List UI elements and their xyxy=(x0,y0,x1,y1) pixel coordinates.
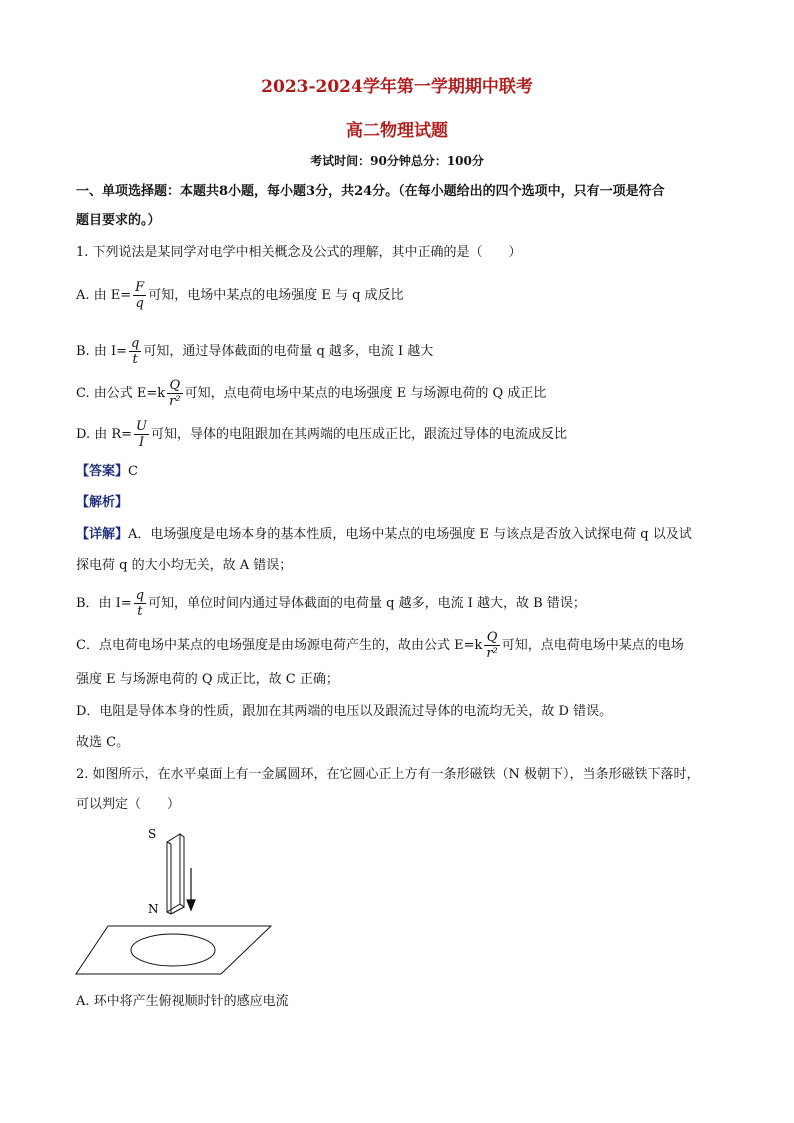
table-surface xyxy=(76,926,271,974)
section-heading-line1: 一、单项选择题：本题共8小题，每小题3分，共24分。（在每小题给出的四个选项中，只有一项是符合 xyxy=(76,184,665,199)
q1-detail-b: B．由 I= $\frac{q}{t}$ 可知，单位时间内通过导体截面的电荷量 q 越多，电流 I 越大，故 B 错误； xyxy=(76,588,586,619)
fraction: $\frac{U}{I}$ xyxy=(136,419,148,450)
detail-tag: 【详解】 xyxy=(76,527,129,542)
q1-detail-d: D．电阻是导体本身的性质，跟加在其两端的电压以及跟流过导体的电流均无关，故 D 错误。 xyxy=(76,704,613,719)
q1-stem: 1. 下列说法是某同学对电学中相关概念及公式的理解，其中正确的是（ ） xyxy=(76,245,522,260)
q2-stem-line1: 2. 如图所示，在水平桌面上有一金属圆环，在它圆心正上方有一条形磁铁（N 极朝下），当条形磁铁下落时， xyxy=(76,767,700,782)
q1-detail-c1: C．点电荷电场中某点的电场强度是由场源电荷产生的，故由公式 E=k $\frac{Q}{\text{r²}}$ 可知，点电荷电场中某点的电场 xyxy=(76,630,684,661)
exam-subtitle: 高二物理试题 xyxy=(346,121,448,141)
q1-option-d: D. 由 R= $\frac{U}{I}$ 可知，导体的电阻跟加在其两端的电压成正比，跟流过导体的电流成反比 xyxy=(76,419,568,450)
q2-stem-line2: 可以判定（ ） xyxy=(76,797,181,812)
fraction: $\frac{q}{t}$ xyxy=(130,336,140,367)
bar-magnet xyxy=(167,834,184,914)
q1-option-c: C. 由公式 E=k $\frac{Q}{\text{r²}}$ 可知，点电荷电场中某点的电场强度 E 与场源电荷的 Q 成正比 xyxy=(76,378,547,409)
fraction: $\frac{F}{q}$ xyxy=(135,280,145,311)
label-n: N xyxy=(148,902,159,916)
q2-option-a: A. 环中将产生俯视顺时针的感应电流 xyxy=(76,994,289,1009)
fraction: $\frac{Q}{\text{r²}}$ xyxy=(486,630,498,661)
fraction: $\frac{Q}{\text{r²}}$ xyxy=(169,378,181,409)
down-arrow-icon xyxy=(187,868,195,910)
magnet-ring-figure xyxy=(70,820,290,985)
metal-ring xyxy=(131,934,215,966)
q1-detail-a2: 探电荷 q 的大小均无关，故 A 错误； xyxy=(76,558,293,573)
exam-title: 2023-2024学年第一学期期中联考 xyxy=(261,77,533,97)
q1-answer xyxy=(76,463,726,481)
q1-option-b: B. 由 I= $\frac{q}{t}$ 可知，通过导体截面的电荷量 q 越多，电流 I 越大 xyxy=(76,336,434,367)
q1-detail-c2: 强度 E 与场源电荷的 Q 成正比，故 C 正确； xyxy=(76,672,339,687)
q1-detail-a1: 【详解】A．电场强度是电场本身的基本性质，电场中某点的电场强度 E 与该点是否放入试探电荷 q 以及试 xyxy=(76,527,692,542)
label-s: S xyxy=(148,827,157,841)
q1-analysis-tag: 【解析】 xyxy=(76,495,129,510)
section-heading-line2: 题目要求的。） xyxy=(76,213,161,228)
q1-option-a: A. 由 E= $\frac{F}{q}$ 可知，电场中某点的电场强度 E 与 q 成反比 xyxy=(76,280,404,311)
exam-meta: 考试时间：90分钟总分：100分 xyxy=(310,154,484,168)
answer-tag: 【答案】 xyxy=(76,464,129,479)
answer-value: C xyxy=(128,464,138,479)
q1-conclusion: 故选 C。 xyxy=(76,735,130,750)
fraction: $\frac{q}{t}$ xyxy=(135,588,145,619)
